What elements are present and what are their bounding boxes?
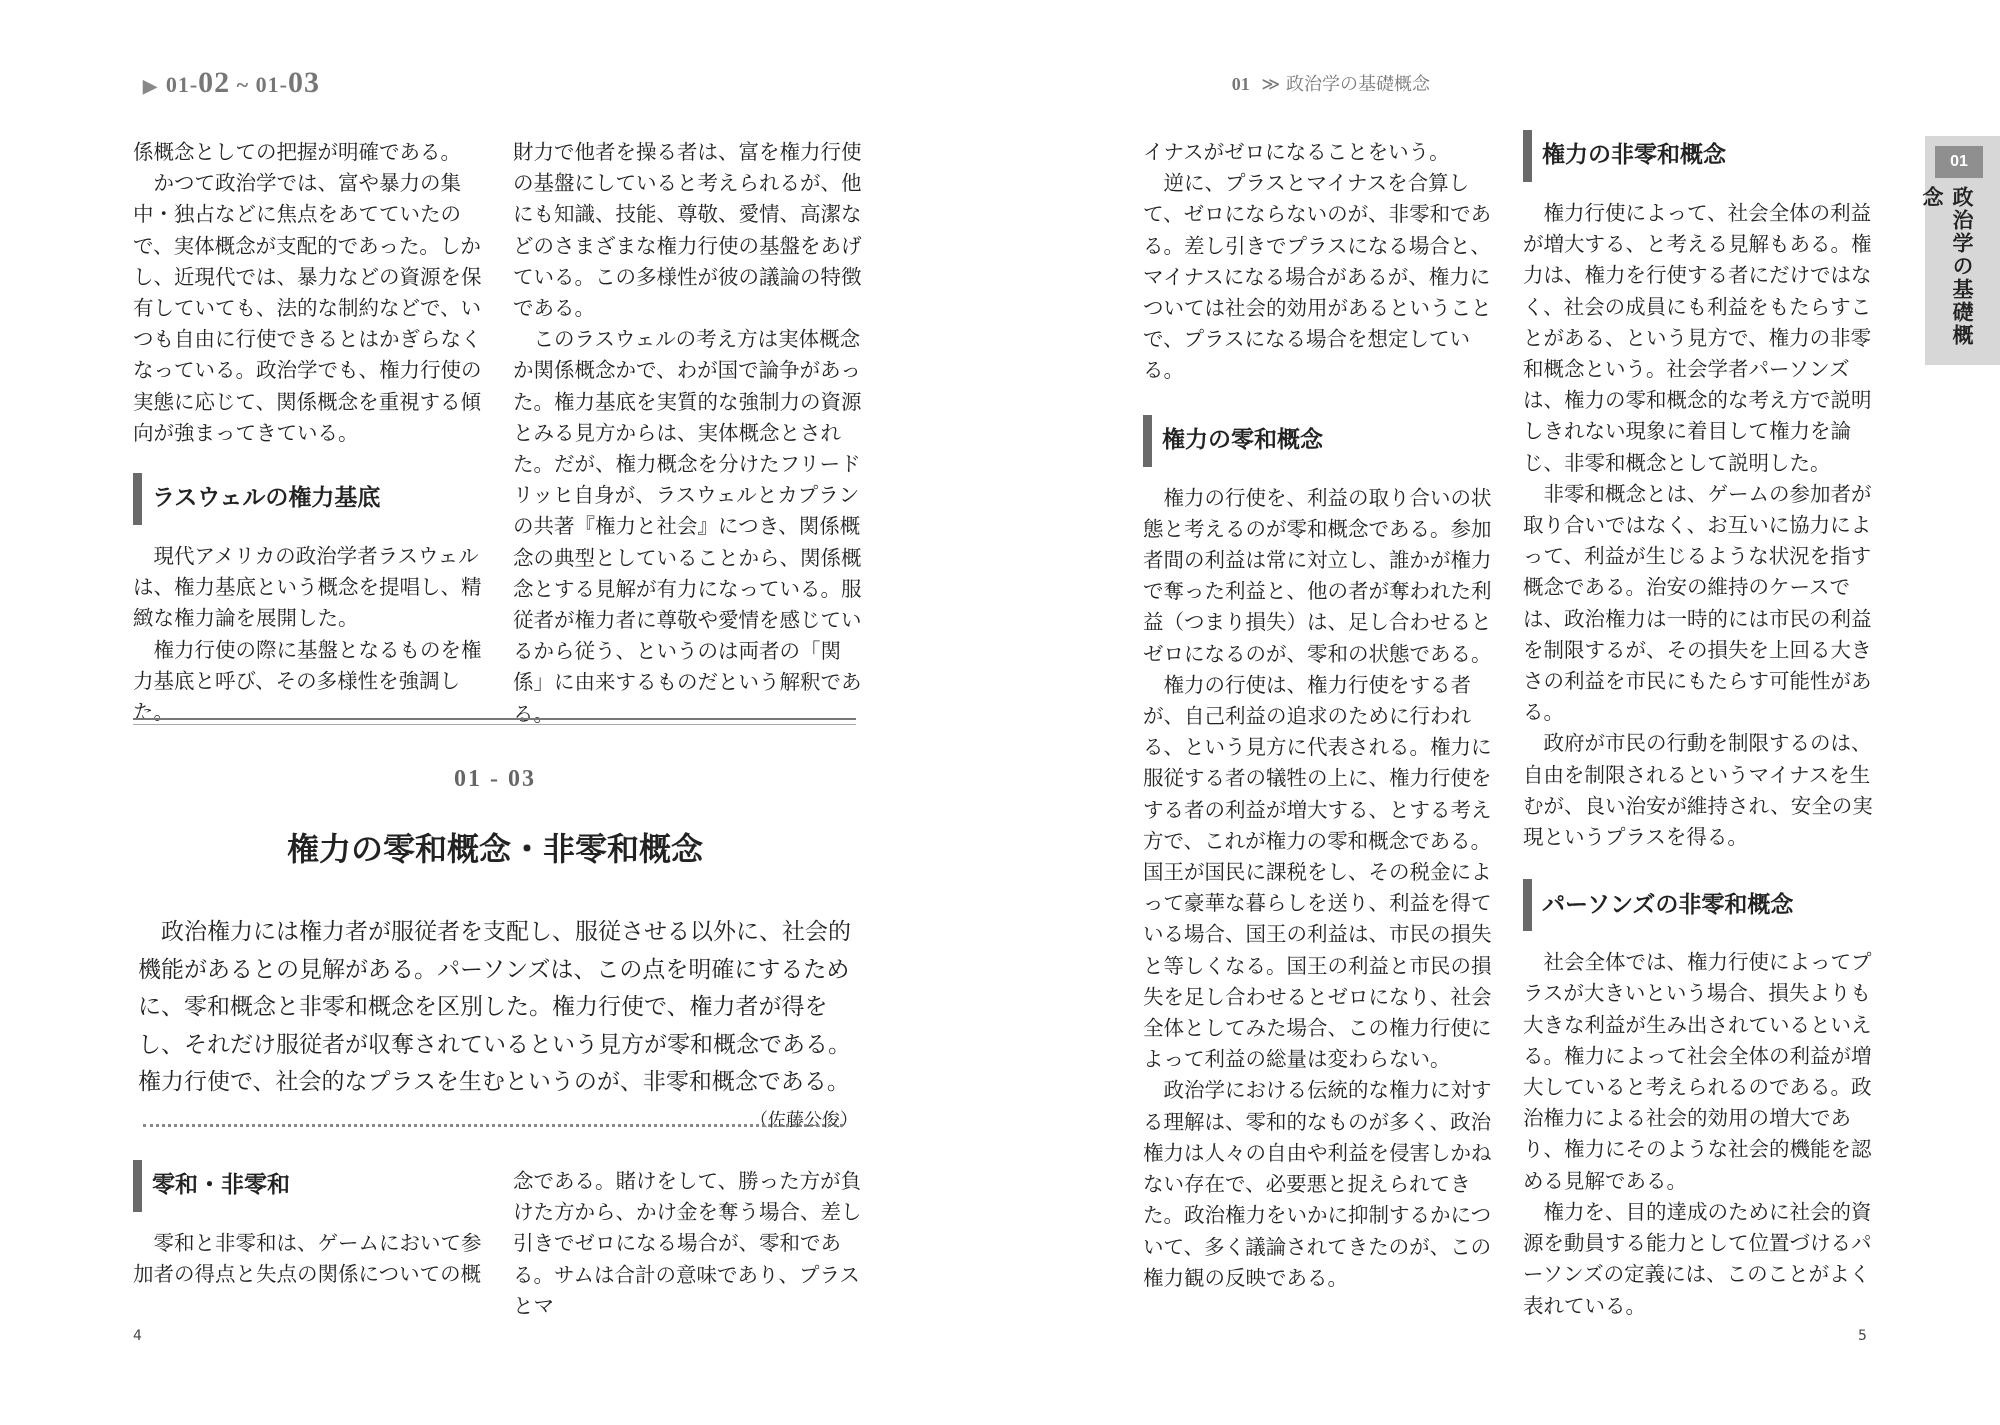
chapter-tab-number: 01: [1935, 146, 1983, 178]
page-number-right: 5: [1858, 1328, 1867, 1344]
running-header-right: 01 ≫ 政治学の基礎概念: [1231, 74, 1430, 95]
heading-bar: [1143, 415, 1152, 467]
chapter-tab[interactable]: [1920, 136, 2000, 365]
subheading-zero-sum-power: 権力の零和概念: [1143, 415, 1498, 467]
paragraph: 権力行使によって、社会全体の利益が増大する、と考える見解もある。権力は、権力を行使する者にだけではなく、社会の成員にも利益をもたらすことがある、という見方で、権力の非零和概念という。社会学者パーソンズは、権力の零和概念的な考え方で説明しきれない現象に着目して権力を論じ、非零和概念として説明した。: [1523, 201, 1872, 475]
paragraph: 係概念としての把握が明確である。: [133, 140, 461, 164]
intro-text: 政治権力には権力者が服従者を支配し、服従させる以外に、社会的機能があるとの見解がある。パーソンズは、この点を明確にするために、零和概念と非零和概念を区別した。権力行使で、権力者が得をし、それだけ服従者が収奪されているという見方が零和概念である。権力行使で、社会的なプラスを生むというのが、非零和概念である。 （佐藤公俊）: [138, 914, 858, 1102]
section-number: 01 - 03: [454, 766, 536, 792]
left-bottom-column-2: [513, 1166, 863, 1322]
paragraph: 権力を、目的達成のために社会的資源を動員する能力として位置づけるパーソンズの定義には、このことがよく表れている。: [1523, 1199, 1872, 1318]
running-header-left: ▶ 01-02 ~ 01-03: [143, 66, 320, 99]
page-number-left: 4: [133, 1328, 142, 1344]
subheading-parsons: パーソンズの非零和概念: [1523, 879, 1878, 931]
paragraph: 財力で他者を操る者は、富を権力行使の基盤にしていると考えられるが、他にも知識、技能、尊敬、愛情、高潔などのさまざまな権力行使の基盤をあげている。この多様性が彼の議論の特徴である。: [513, 140, 862, 321]
author-credit: （佐藤公俊）: [750, 1109, 858, 1131]
left-column-2: [513, 137, 863, 730]
section-intro: [138, 914, 858, 1139]
heading-bar: [133, 1160, 142, 1212]
subheading-non-zero-sum-power: 権力の非零和概念: [1523, 130, 1878, 182]
paragraph: 念である。賭けをして、勝った方が負けた方から、かけ金を奪う場合、差し引きでゼロになる場合が、零和である。サムは合計の意味であり、プラスとマ: [513, 1169, 862, 1318]
section-divider: [133, 718, 856, 725]
paragraph: 社会全体では、権力行使によってプラスが大きいという場合、損失よりも大きな利益が生み出されているといえる。権力によって社会全体の利益が増大していると考えられるのである。政治権力による社会的効用の増大であり、権力にそのような社会的機能を認める見解である。: [1523, 950, 1872, 1193]
right-page: [1000, 0, 2000, 1425]
right-column-2: [1523, 130, 1878, 1322]
paragraph: 現代アメリカの政治学者ラスウェルは、権力基底という概念を提唱し、精緻な権力論を展開した。: [133, 544, 482, 631]
paragraph: 政府が市民の行動を制限するのは、自由を制限されるというマイナスを生むが、良い治安が維持され、安全の実現というプラスを得る。: [1523, 731, 1873, 850]
left-bottom-column-1: [133, 1160, 488, 1290]
heading-bar: [133, 473, 142, 525]
chapter-tab-label: 政治学の基礎概念: [1920, 186, 1974, 347]
paragraph: 逆に、プラスとマイナスを合算して、ゼロにならないのが、非零和である。差し引きでプラスになる場合と、マイナスになる場合があるが、権力については社会的効用があるということで、プラスになる場合を想定している。: [1143, 171, 1492, 383]
dotted-divider: [143, 1124, 843, 1127]
paragraph: 政治学における伝統的な権力に対する理解は、零和的なものが多く、政治権力は人々の自由や利益を侵害しかねない存在で、必要悪と捉えられてきた。政治権力をいかに抑制するかについて、多く議論されてきたのが、この権力観の反映である。: [1143, 1078, 1492, 1290]
subheading-zero-sum: 零和・非零和: [133, 1160, 488, 1212]
paragraph: 権力行使の際に基盤となるものを権力基底と呼び、その多様性を強調した。: [133, 637, 482, 725]
paragraph: かつて政治学では、富や暴力の集中・独占などに焦点をあてていたので、実体概念が支配的であった。しかし、近現代では、暴力などの資源を保有していても、法的な制約などで、いつも自由に行使できるとはかぎらなくなっている。政治学でも、権力行使の実態に応じて、関係概念を重視する傾向が強まってきている。: [133, 171, 482, 445]
left-column-1: [133, 137, 488, 728]
section-title: 権力の零和概念・非零和概念: [286, 830, 703, 868]
paragraph: 非零和概念とは、ゲームの参加者が取り合いではなく、お互いに協力によって、利益が生じるような状況を指す概念である。治安の維持のケースでは、政治権力は一時的には市民の利益を制限するが、その損失を上回る大きさの利益を市民にもたらす可能性がある。: [1523, 481, 1872, 725]
paragraph: イナスがゼロになることをいう。: [1143, 140, 1450, 164]
paragraph: 零和と非零和は、ゲームにおいて参加者の得点と失点の関係についての概: [133, 1231, 482, 1287]
subheading-lasswell: ラスウェルの権力基底: [133, 473, 488, 525]
heading-bar: [1523, 130, 1532, 182]
right-column-1: [1143, 137, 1498, 1294]
heading-bar: [1523, 879, 1532, 931]
double-chevron-icon: ≫: [1261, 74, 1281, 95]
paragraph: このラスウェルの考え方は実体概念か関係概念かで、わが国で論争があった。権力基底を実質的な強制力の資源とみる見方からは、実体概念とされた。だが、権力概念を分けたフリードリッヒ自身が、ラスウェルとカプランの共著『権力と社会』につき、関係概念の典型としていることから、関係概念とする見解が有力になっている。服従者が権力者に尊敬や愛情を感じているから従う、というのは両者の「関係」に由来するものだという解釈である。: [513, 327, 862, 726]
paragraph: 権力の行使を、利益の取り合いの状態と考えるのが零和概念である。参加者間の利益は常に対立し、誰かが権力で奪った利益と、他の者が奪われた利益（つまり損失）は、足し合わせるとゼロになるのが、零和の状態である。: [1143, 485, 1492, 666]
arrow-icon: ▶: [143, 76, 158, 96]
paragraph: 権力の行使は、権力行使をする者が、自己利益の追求のために行われる、という見方に代表される。権力に服従する者の犠牲の上に、権力行使をする者の利益が増大する、とする考え方で、これが権力の零和概念である。国王が国民に課税をし、その税金によって豪華な暮らしを送り、利益を得ている場合、国王の利益は、市民の損失と等しくなる。国王の利益と市民の損失を足し合わせるとゼロになり、社会全体としてみた場合、この権力行使によって利益の総量は変わらない。: [1143, 672, 1492, 1072]
